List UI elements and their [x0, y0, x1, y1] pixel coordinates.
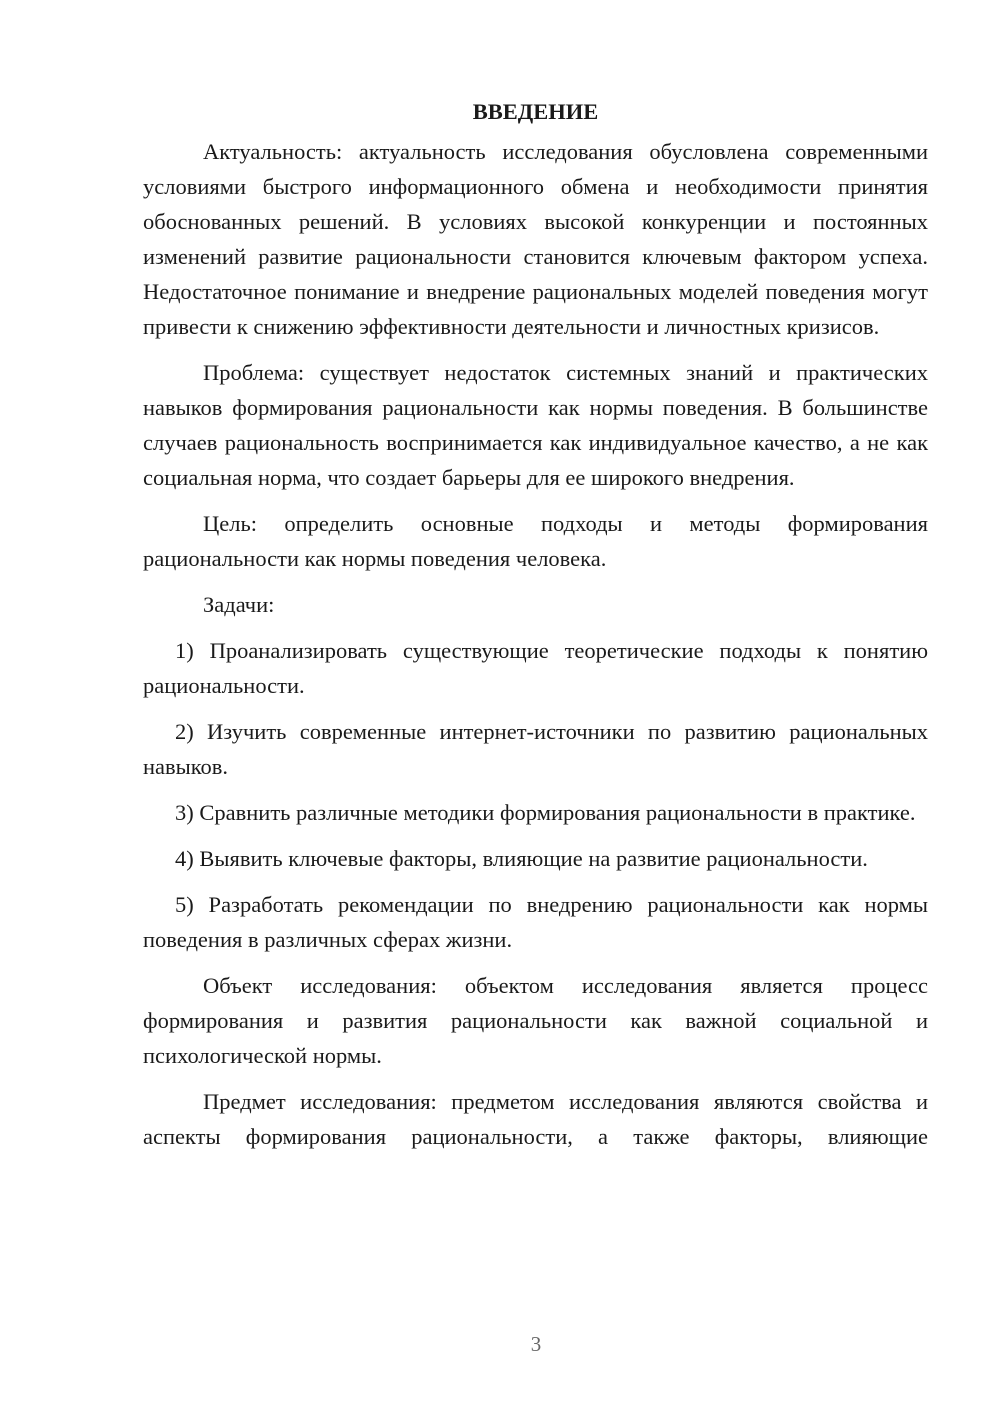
page-content	[143, 94, 928, 1165]
page-heading: ВВЕДЕНИЕ	[472, 99, 599, 124]
tasks-label: Задачи:	[203, 592, 275, 617]
paragraph-problem: Проблема: существует недостаток системных знаний и практических навыков формирования рациональности как нормы поведения. В большинстве случаев рациональность воспринимается как индивидуальное качество, а не как социальная норма, что создает барьеры для ее широкого внедрения.	[143, 360, 928, 490]
task-item-1: 1) Проанализировать существующие теоретические подходы к понятию рациональности.	[143, 638, 928, 698]
paragraph-object: Объект исследования: объектом исследования является процесс формирования и развития рациональности как важной социальной и психологической нормы.	[143, 973, 928, 1068]
page-number: 3	[530, 1332, 542, 1356]
task-item-4: 4) Выявить ключевые факторы, влияющие на развитие рациональности.	[175, 846, 868, 871]
paragraph-relevance: Актуальность: актуальность исследования обусловлена современными условиями быстрого информационного обмена и необходимости принятия обоснованных решений. В условиях высокой конкуренции и постоянных изменений развитие рациональности становится ключевым фактором успеха. Недостаточное понимание и внедрение рациональных моделей поведения могут привести к снижению эффективности деятельности и личностных кризисов.	[143, 139, 928, 339]
task-item-2: 2) Изучить современные интернет-источники по развитию рациональных навыков.	[143, 719, 928, 779]
task-item-5: 5) Разработать рекомендации по внедрению рациональности как нормы поведения в различных сферах жизни.	[143, 892, 928, 952]
paragraph-goal: Цель: определить основные подходы и методы формирования рациональности как нормы поведения человека.	[143, 511, 928, 571]
task-item-3: 3) Сравнить различные методики формирования рациональности в практике.	[175, 800, 916, 825]
paragraph-subject: Предмет исследования: предметом исследования являются свойства и аспекты формирования рациональности, а также факторы, влияющие	[143, 1089, 928, 1149]
